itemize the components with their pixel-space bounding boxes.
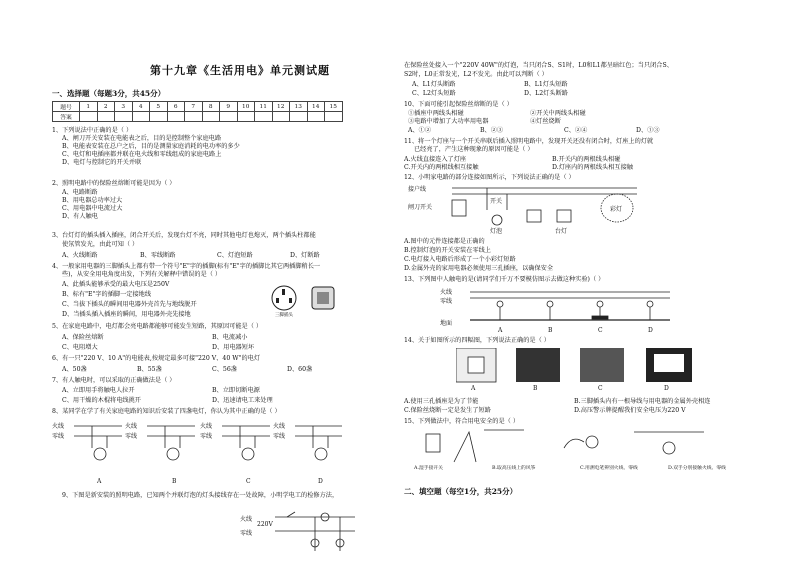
q8-circuit-figures [52,418,342,478]
question-line: 些)，从安全用电角度出发，下列有关解释中错误的是（ ） [62,271,222,278]
option-line: C、当拔下插头的瞬间用电器外壳首先与地线脱开 [62,301,197,308]
q14-a: A [471,385,476,392]
answer-table-header-row [53,102,343,112]
answer-cell[interactable] [115,112,133,122]
q13-live-label: 火线 [440,289,453,296]
q8-fig-d-label: D [318,478,323,485]
q8-fig-d-neutral: 零线 [273,433,286,440]
option-line: ②开关中两线头相碰 [530,110,586,117]
option-line: B.开关内的两根线头相碰 [552,156,621,163]
answer-cell[interactable] [132,112,150,122]
q8-fig-a-label: A [97,478,102,485]
question-line: 13、下列图中人触电的是(请同学们千万不要模仿图示去做这种实验)（ ） [404,276,605,283]
option-line: C、电灯和电插座都并联在电火线和零线组成的家庭电路上 [62,151,222,158]
answer-table-answer-row [53,112,343,122]
option-line: B、电能表安装在总户之后，目的是测量家庭消耗的电功率的多少 [62,143,240,150]
option-line: C、L2灯头短路 [412,90,456,97]
question-line: 在保险丝处接入一个"220V 40W"的灯泡，当只闭合S、S1时，L0和L1都呈暗红色；当只闭合S、 [404,62,673,69]
q8-fig-c-neutral: 零线 [200,433,213,440]
option-line: C、电阻增大 [62,344,98,351]
answer-table-num: 4 [132,102,150,112]
answer-cell[interactable] [167,112,185,122]
question-line: 8、某同学在学了有关家庭电路的知识后安装了四盏电灯，你认为其中正确的是（ ） [52,408,281,415]
q15-pictures [414,428,714,464]
option-line: D、当插头插入插座的瞬间，用电器外壳先接地 [62,311,191,318]
answer-cell[interactable] [307,112,325,122]
option-line: A、保险丝熔断 [62,334,104,341]
q12-lamp-label: 灯泡 [490,228,503,235]
answer-table-num: 5 [150,102,168,112]
question-line: 2、照明电路中的保险丝熔断可能是因为（ ） [52,180,176,187]
question-line: 9、下图是新安装的照明电路，已知两个并联灯泡的灯头接线存在一处故障，小明学电工的检修方法， [62,492,339,499]
q14-b: B [533,385,538,392]
q13-touch-figure [470,286,670,328]
question-line: 7、有人触电时，可以采取的正确做法是（ ） [52,377,176,384]
option-line: A、立即用手将触电人拉开 [62,387,135,394]
answer-table-num: 13 [290,102,308,112]
option-line: A.火线直接连入了灯座 [404,156,467,163]
q14-d: D [664,385,669,392]
answer-cell[interactable] [255,112,273,122]
answer-cell[interactable] [97,112,115,122]
q12-colorlamp-label: 彩灯 [610,206,623,213]
q8-fig-b-neutral: 零线 [125,433,138,440]
option-line: C、56盏 [212,366,237,373]
option-line: B.控制灯泡的开关安装在零线上 [404,247,491,254]
option-line: D.金属外壳的家用电器必须使用三孔插座，以确保安全 [404,265,554,272]
answer-cell[interactable] [290,112,308,122]
option-line: A、①② [408,127,432,134]
option-line: C.保险丝烧断一定是发生了短路 [404,407,491,414]
option-line: A、闸刀开关安装在电能表之后，目的是控制整个家庭电路 [62,135,222,142]
question-line: 12、小明家电路的部分连接如图所示，下列说法正确的是（ ） [404,174,575,181]
answer-cell[interactable] [80,112,98,122]
option-line: ④灯丝烧断 [530,118,561,125]
page-title: 第十九章《生活用电》单元测试题 [150,64,330,77]
q12-entry-label: 接户线 [408,186,427,193]
answer-table-num: 12 [272,102,290,112]
option-line: D.高压警示牌提醒我们安全电压为220 V [574,407,686,414]
option-line: C.电灯接入电路后形成了一个小彩灯短路 [404,256,516,263]
option-line: C、用干燥的木棍将电线挑开 [62,397,141,404]
answer-table-num: 8 [202,102,220,112]
q8-fig-d-live: 火线 [273,423,286,430]
answer-table-num: 11 [255,102,273,112]
question-line: S2时，L0正常发光，L2不发光。由此可以判断（ ） [404,71,548,78]
option-line: B、立即切断电源 [212,387,260,394]
section-choice-heading: 一、选择题（每题3分，共45分） [52,89,166,98]
option-line: B.三脚插头内有一根导线与用电器的金属外壳相连 [574,398,711,405]
answer-table-num: 10 [237,102,255,112]
q13-a: A [498,327,503,334]
option-line: A、火线断路 [62,252,98,259]
q9-live: 火线 [240,516,253,523]
q9-neutral: 零线 [240,530,253,537]
q13-d: D [648,327,653,334]
option-line: D.灯座内的两根线头相互接触 [552,164,633,171]
answer-table-num: 14 [307,102,325,112]
q12-tablelamp-label: 台灯 [555,228,568,235]
q14-pictures [456,348,696,384]
question-line: 1、下列说法中正确的是（ ） [52,127,133,134]
q13-neutral-label: 零线 [440,298,453,305]
answer-table-num: 9 [220,102,238,112]
answer-table [52,101,343,122]
q8-fig-a-live: 火线 [52,423,65,430]
option-line: D、灯断路 [290,252,320,259]
answer-table-num: 6 [167,102,185,112]
q13-c: C [598,327,603,334]
question-line: 3、台灯灯的插头插入插座，闭合开关后，发现台灯不亮，同时其他电灯也熄灭，两个插头柱都能 [52,232,316,239]
section-fill-heading: 二、填空题（每空1分，共25分） [404,487,518,496]
answer-cell[interactable] [237,112,255,122]
answer-table-num: 1 [80,102,98,112]
option-line: A、电路断路 [62,189,98,196]
option-line: D、用电器短坏 [212,344,255,351]
answer-cell[interactable] [272,112,290,122]
option-line: D、L2灯头断路 [524,90,568,97]
q12-switchbox-label: 闸刀开关 [408,204,433,211]
option-line: A.使用三孔插座是为了节能 [404,398,479,405]
q8-fig-b-label: B [172,478,177,485]
option-line: B、②③ [480,127,504,134]
option-line: C、用电器中电流过大 [62,205,123,212]
answer-cell[interactable] [220,112,238,122]
option-line: A.湿手接开关 [414,466,443,471]
option-line: C.用测电笔辨别火线、零线 [580,466,638,471]
question-line: 使氖管发光，由此可知（ ） [62,241,139,248]
option-line: D、60盏 [287,366,313,373]
question-line: 5、在家庭电路中，电灯都会亮电路都能够可能发生短路，其原因可能是（ ） [52,323,263,330]
option-line: D.双手分别接触火线、零线 [668,466,726,471]
answer-table-num: 7 [185,102,203,112]
q8-fig-b-live: 火线 [125,423,138,430]
option-line: A、50盏 [62,366,87,373]
answer-cell[interactable] [202,112,220,122]
option-line: D、①③ [636,127,660,134]
plug-caption: 三脚插头 [275,313,293,318]
q8-fig-c-label: C [246,478,251,485]
answer-table-num: 3 [115,102,133,112]
answer-cell[interactable] [150,112,168,122]
question-line: 15、下列做法中，符合用电安全的是（ ） [404,418,520,425]
option-line: B、L1灯头短路 [524,81,568,88]
option-line: A.图中的元件连接都是正确的 [404,238,485,245]
answer-table-num: 15 [325,102,343,112]
q13-ground-label: 地面 [440,320,453,327]
q8-fig-c-live: 火线 [200,423,213,430]
q12-switch-label: 开关 [490,198,503,205]
option-line: B、电流减小 [212,334,248,341]
answer-table-num: 2 [97,102,115,112]
q9-circuit-figure [255,505,365,557]
option-line: D、电灯与控制它的开关并联 [62,159,142,166]
three-pin-plug-figure [262,283,342,319]
question-line: 11、将一个灯座与一个开关串联后插入照明电路中，发现开关还没有闭合时，灯座上的灯就 [404,138,654,145]
option-line: B、零线断路 [140,252,176,259]
option-line: B、55盏 [137,366,162,373]
q13-b: B [548,327,553,334]
option-line: B、用电器总功率过大 [62,197,123,204]
answer-table-label: 题号 [53,102,80,112]
option-line: D、有人触电 [62,213,98,220]
question-line: 6、有一只"220 V、10 A"的电能表,按规定最多可接"220 V、40 W"的电灯 [52,355,261,362]
question-line: 4、一般家用电器的三脚插头上都有带一个符号"E"字的插脚(标有"E"字的插脚比其它两插脚稍长一 [52,263,321,270]
option-line: A、L1灯头断路 [412,81,456,88]
option-line: A、此插头能够承受的最大电压是250V [62,281,170,288]
q14-c: C [598,385,603,392]
q9-voltage: 220V [257,521,273,528]
question-line: 10、下面可能引起保险丝熔断的是（ ） [404,101,513,108]
option-line: B、标有"E"字的插脚一定接地线 [62,291,152,298]
answer-cell[interactable] [325,112,343,122]
option-line: C.开关内的两根线相互接触 [404,164,479,171]
answer-table-label: 答案 [53,112,80,122]
q8-fig-a-neutral: 零线 [52,433,65,440]
option-line: B.取高压线上的风筝 [492,466,536,471]
option-line: ③电路中增加了大功率用电器 [408,118,489,125]
question-line: 14、关于如图所示的四幅图，下列说法正确的是（ ） [404,337,550,344]
option-line: ①插座中两线头相碰 [408,110,464,117]
option-line: D、迅速请电工来处理 [212,397,273,404]
answer-cell[interactable] [185,112,203,122]
option-line: C、②④ [564,127,588,134]
question-line: 已经亮了，产生这种现象的原因可能是（ ） [414,146,534,153]
option-line: C、灯泡短路 [217,252,253,259]
